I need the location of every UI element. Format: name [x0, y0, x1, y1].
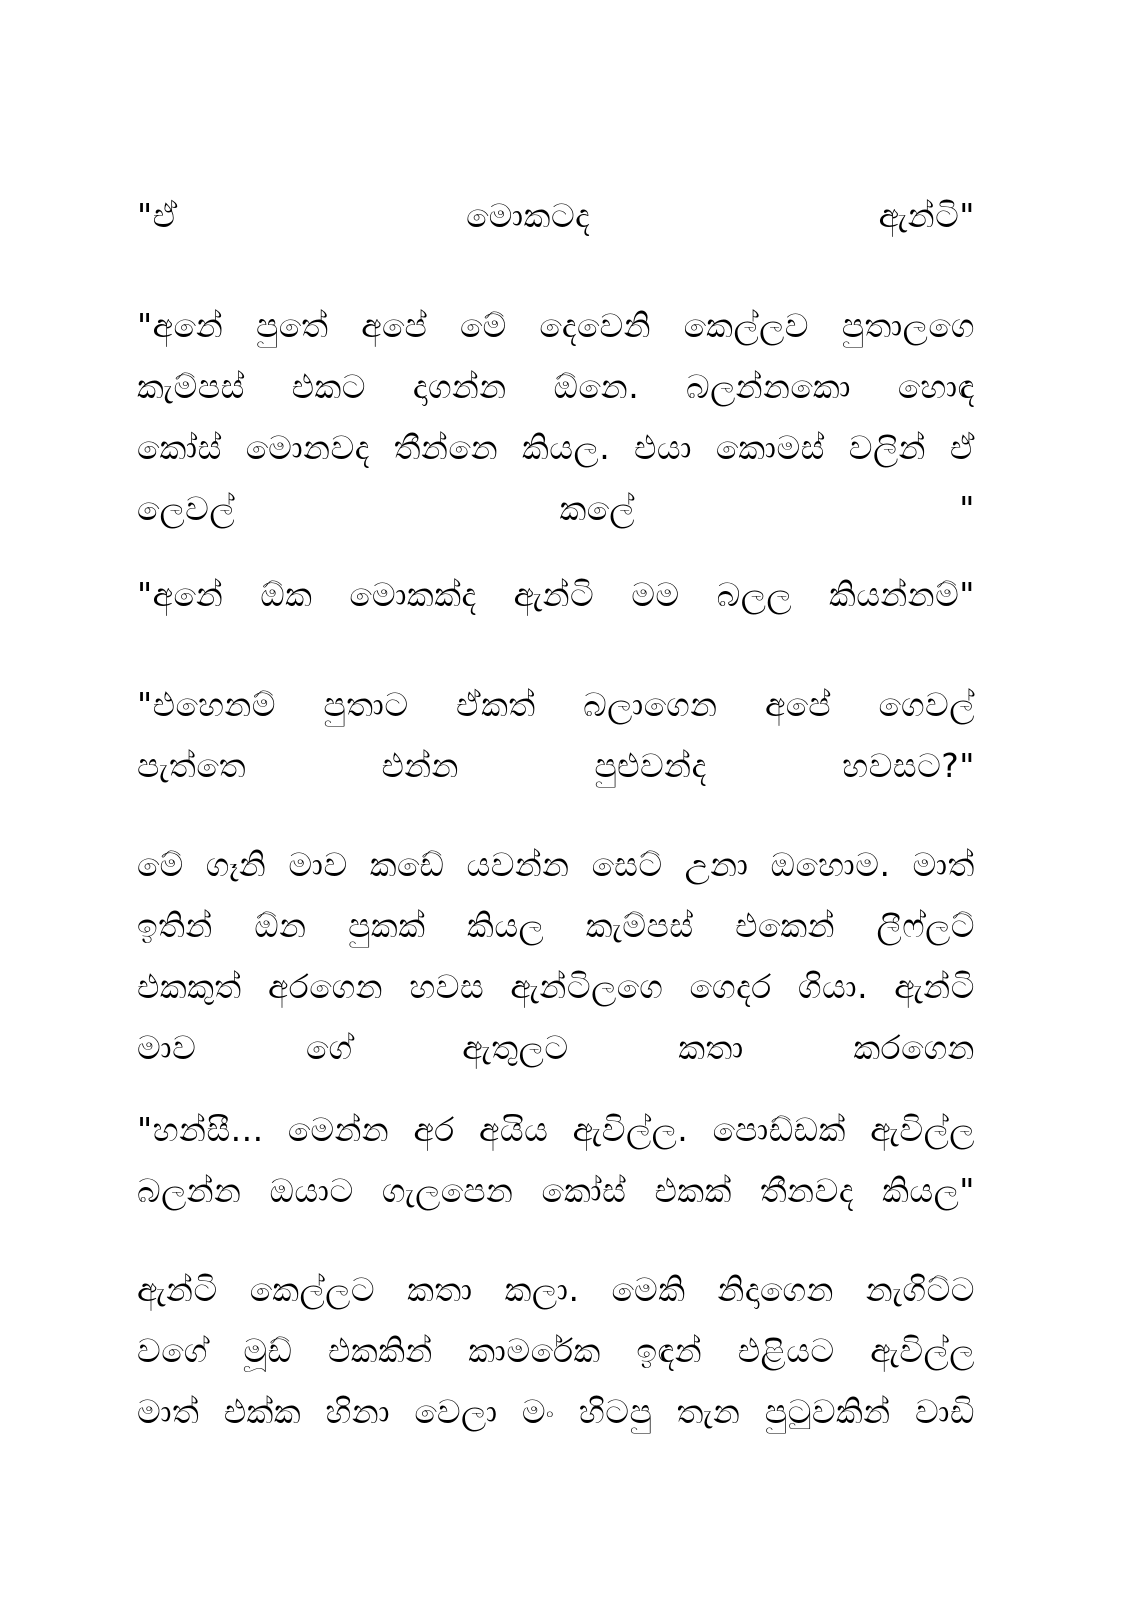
word: ඉතින් — [137, 906, 213, 945]
text-line — [137, 834, 975, 895]
word: එක්ක — [223, 1392, 302, 1431]
text-line — [137, 356, 975, 417]
word: ඕනෙ. — [553, 367, 640, 406]
word: කඩේ — [369, 845, 445, 884]
word: ඇතුලට — [462, 1028, 569, 1067]
word: ඇන්ටි" — [878, 196, 975, 235]
word: ඕක — [260, 575, 313, 614]
word: ඇවිල්ල. — [572, 1110, 689, 1149]
word: තීනවද — [760, 1171, 854, 1210]
word: හොඳ — [897, 367, 975, 406]
word: මාත් — [912, 845, 975, 884]
paragraph-6 — [137, 1099, 975, 1221]
text-line — [137, 1320, 975, 1381]
word: ඇන්ටි — [513, 575, 595, 614]
word: කෝස් — [541, 1171, 627, 1210]
paragraph-1 — [137, 185, 975, 246]
word: එකෙන් — [735, 906, 836, 945]
text-line — [137, 674, 975, 735]
word: හවස — [409, 967, 485, 1006]
word: "එහෙනම් — [137, 685, 276, 724]
word: පුතාට — [323, 685, 409, 724]
text-line — [137, 295, 975, 356]
word: කැම්පස් — [137, 367, 245, 406]
text-line — [137, 417, 975, 478]
word: වාඩි — [914, 1392, 975, 1431]
word: පුකක් — [348, 906, 426, 945]
text-line — [137, 185, 975, 246]
word: එකක් — [654, 1171, 732, 1210]
word: හවසට?" — [842, 746, 975, 785]
word: පැත්තෙ — [137, 746, 247, 785]
word: ඒකත් — [455, 685, 536, 724]
word: ගෙදර — [689, 967, 772, 1006]
word: කලා. — [504, 1270, 580, 1309]
word: ලෙවල් — [137, 489, 236, 528]
word: ගේ — [305, 1028, 353, 1067]
word: "ඒ — [137, 196, 178, 235]
word: "අනේ — [137, 306, 224, 345]
text-line — [137, 1160, 975, 1221]
word: කියල — [467, 906, 545, 945]
paragraph-2 — [137, 295, 975, 539]
word: මේ — [460, 306, 507, 345]
word: කරගෙන — [853, 1028, 975, 1067]
word: ඉඳන් — [636, 1331, 703, 1370]
word: මම — [631, 575, 680, 614]
word: ඒ — [949, 428, 975, 467]
word: ලීෆ්ලට් — [876, 906, 975, 945]
word: මේ — [137, 845, 184, 884]
word: කතා — [407, 1270, 473, 1309]
word: අයිය — [479, 1110, 549, 1149]
word: මෙකි — [611, 1270, 686, 1309]
word: එකකුත් — [137, 967, 242, 1006]
word: එයා — [634, 428, 692, 467]
word: බලාගෙන — [583, 685, 718, 724]
word: කියල" — [882, 1171, 975, 1210]
word: යවන්න — [466, 845, 570, 884]
word: පුතේ — [255, 306, 329, 345]
word: ඇන්ටි — [894, 967, 975, 1006]
word: තැන — [676, 1392, 741, 1431]
word: මූඩ් — [243, 1331, 293, 1370]
word: එළියට — [737, 1331, 835, 1370]
word: කෝස් — [137, 428, 222, 467]
word: කලේ — [559, 489, 635, 528]
text-line — [137, 1099, 975, 1160]
word: කියන්නම්" — [828, 575, 975, 614]
word: දාගන්න — [412, 367, 507, 406]
word: තීන්නෙ — [393, 428, 499, 467]
word: පුටුවකින් — [764, 1392, 891, 1431]
word: හිනා — [325, 1392, 391, 1431]
word: ඕන — [254, 906, 307, 945]
word: ඇන්ටි — [137, 1270, 218, 1309]
word: පුතාලගෙ — [841, 306, 975, 345]
text-line — [137, 1381, 975, 1442]
text-line — [137, 1259, 975, 1320]
word: නිදාගෙන — [717, 1270, 834, 1309]
word: කියල. — [522, 428, 611, 467]
text-line — [137, 895, 975, 956]
word: කෙල්ලට — [249, 1270, 376, 1309]
word: සෙට් — [591, 845, 663, 884]
word: හිටපු — [578, 1392, 653, 1431]
word: ඇවිල්ල — [870, 1331, 975, 1370]
word: අපේ — [764, 685, 832, 724]
word: ගැලපෙන — [381, 1171, 514, 1210]
word: මොකටද — [466, 196, 591, 235]
word: ඔහොම. — [770, 845, 891, 884]
word: මාව — [137, 1028, 197, 1067]
word: අර — [413, 1110, 455, 1149]
paragraph-7 — [137, 1259, 975, 1442]
text-line — [137, 735, 975, 796]
word: " — [959, 489, 975, 528]
word: බලල — [716, 575, 793, 614]
text-line — [137, 956, 975, 1017]
word: දෙවෙනි — [539, 306, 652, 345]
word: ඔයාට — [269, 1171, 354, 1210]
word: කතා — [678, 1028, 744, 1067]
word: බලන්න — [137, 1171, 242, 1210]
text-line — [137, 1017, 975, 1078]
word: කෙල්ලව — [683, 306, 810, 345]
word: මං — [521, 1392, 555, 1431]
word: ඇවිල්ල — [870, 1110, 975, 1149]
word: නැගිට්ට — [865, 1270, 975, 1309]
word: ගෙවල් — [878, 685, 975, 724]
word: වගේ — [137, 1331, 208, 1370]
word: උනා — [684, 845, 749, 884]
word: කාමරේක — [468, 1331, 601, 1370]
word: අපේ — [361, 306, 428, 345]
word: ගෑනි — [205, 845, 267, 884]
word: එකට — [291, 367, 366, 406]
word: වෙලා — [414, 1392, 498, 1431]
word: මාත් — [137, 1392, 200, 1431]
paragraph-5 — [137, 834, 975, 1078]
word: මොනවද — [245, 428, 370, 467]
word: බලන්නකො — [686, 367, 851, 406]
word: එන්න — [381, 746, 459, 785]
paragraph-3 — [137, 564, 975, 625]
word: ගියා. — [797, 967, 869, 1006]
text-line — [137, 478, 975, 539]
word: "හන්සී... — [137, 1110, 264, 1149]
word: මොකක්ද — [349, 575, 477, 614]
word: කැම්පස් — [585, 906, 694, 945]
word: අරගෙන — [267, 967, 384, 1006]
word: මෙන්න — [287, 1110, 390, 1149]
word: පුළුවන්ද — [594, 746, 707, 785]
word: "අනේ — [137, 575, 224, 614]
text-line — [137, 564, 975, 625]
paragraph-4 — [137, 674, 975, 796]
word: මාව — [288, 845, 348, 884]
word: එකකින් — [328, 1331, 433, 1370]
word: පොඩ්ඩක් — [712, 1110, 846, 1149]
word: වලින් — [848, 428, 926, 467]
word: කොමස් — [715, 428, 825, 467]
word: ඇන්ටිලගෙ — [510, 967, 664, 1006]
